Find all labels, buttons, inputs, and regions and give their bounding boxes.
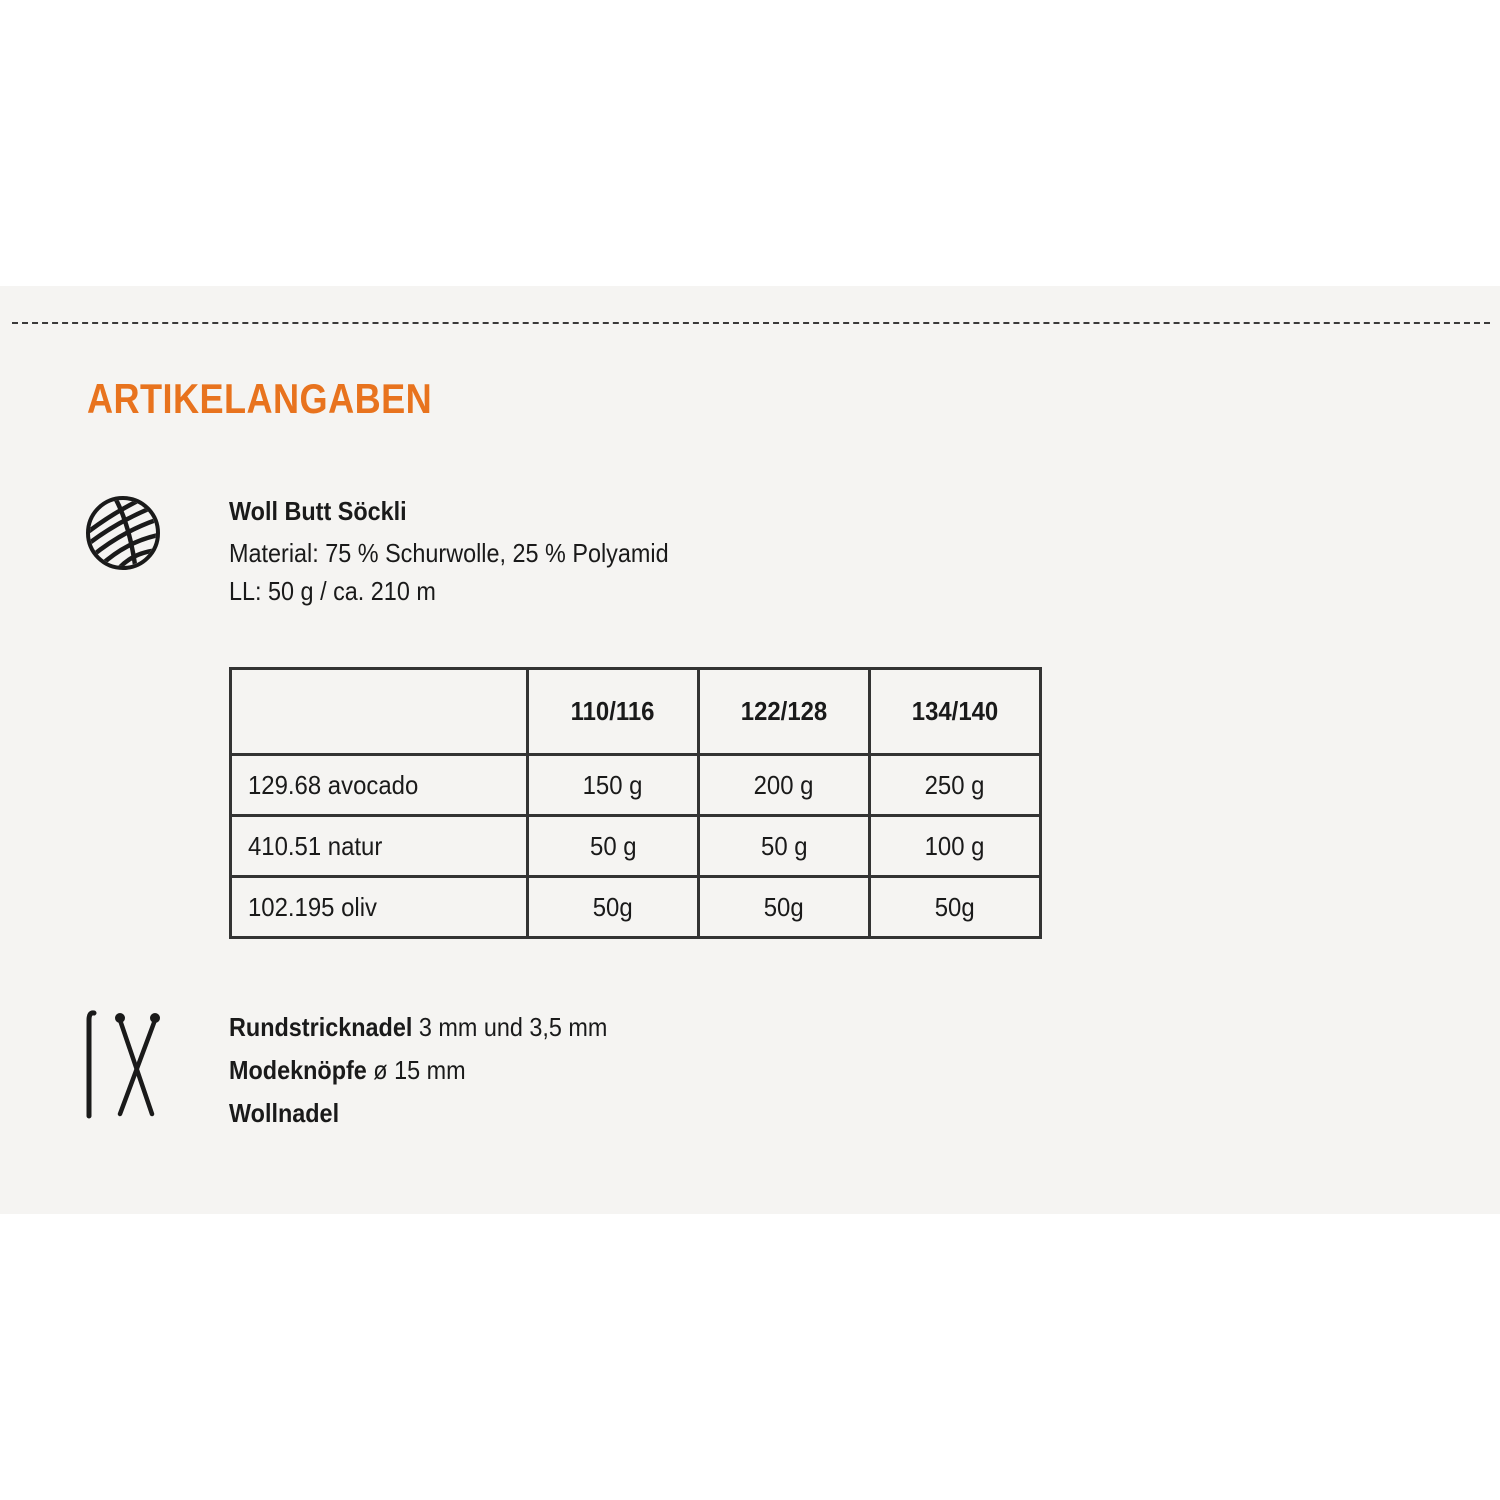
table-row bbox=[231, 877, 1041, 938]
table-cell: 200 g bbox=[699, 755, 870, 816]
yarn-ball-icon bbox=[84, 494, 162, 572]
yarn-length: LL: 50 g / ca. 210 m bbox=[229, 576, 436, 606]
table-cell: 50g bbox=[699, 877, 870, 938]
table-header-size: 110/116 bbox=[528, 669, 699, 755]
yarn-material: Material: 75 % Schurwolle, 25 % Polyamid bbox=[229, 538, 669, 568]
table-header-size: 122/128 bbox=[699, 669, 870, 755]
row-label: 410.51 natur bbox=[231, 816, 528, 877]
table-row bbox=[231, 755, 1041, 816]
table-cell: 50g bbox=[528, 877, 699, 938]
row-label: 102.195 oliv bbox=[231, 877, 528, 938]
list-item: Rundstricknadel 3 mm und 3,5 mm bbox=[229, 1012, 608, 1042]
table-cell: 50 g bbox=[528, 816, 699, 877]
table-row bbox=[231, 816, 1041, 877]
table-header-size: 134/140 bbox=[870, 669, 1041, 755]
table-header-empty bbox=[231, 669, 528, 755]
table-cell: 100 g bbox=[870, 816, 1041, 877]
row-label: 129.68 avocado bbox=[231, 755, 528, 816]
list-item: Modeknöpfe ø 15 mm bbox=[229, 1055, 466, 1085]
table-cell: 250 g bbox=[870, 755, 1041, 816]
table-cell: 50g bbox=[870, 877, 1041, 938]
yarn-info bbox=[229, 492, 669, 610]
yarn-quantity-table bbox=[229, 667, 1042, 939]
yarn-name: Woll Butt Söckli bbox=[229, 496, 407, 526]
table-header-row bbox=[231, 669, 1041, 755]
knitting-needles-icon bbox=[82, 1008, 162, 1120]
dashed-divider bbox=[12, 322, 1490, 324]
section-title: ARTIKELANGABEN bbox=[87, 375, 433, 422]
table-cell: 150 g bbox=[528, 755, 699, 816]
article-info-panel bbox=[0, 286, 1500, 1214]
tools-list bbox=[229, 1006, 607, 1135]
table-cell: 50 g bbox=[699, 816, 870, 877]
list-item: Wollnadel bbox=[229, 1098, 340, 1128]
